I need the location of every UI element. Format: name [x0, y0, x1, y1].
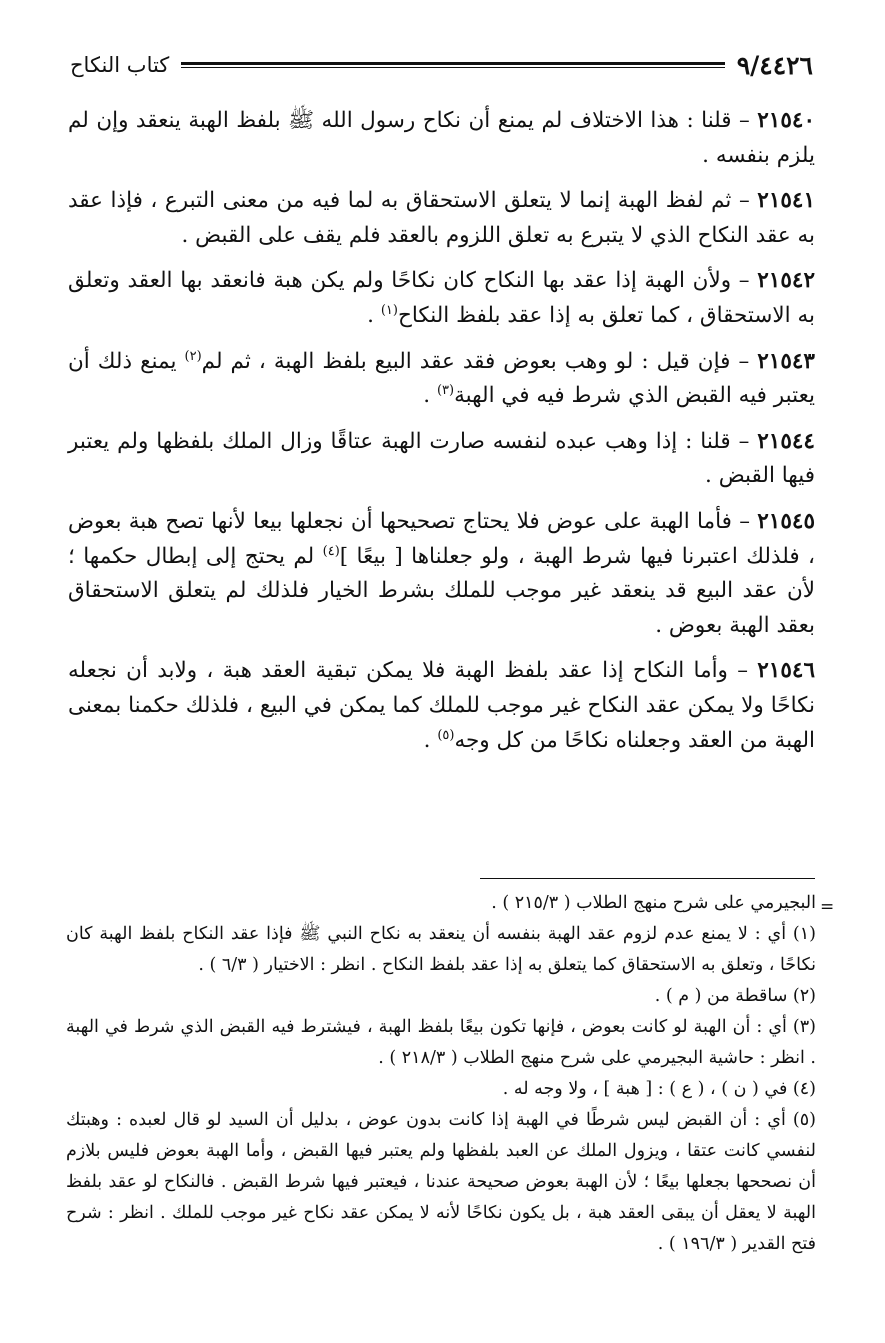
footnote: (٤) في ( ن ) ، ( ع ) : [ هبة ] ، ولا وجه له . — [502, 1079, 816, 1099]
page-number: ٩/٤٤٢٦ — [736, 50, 813, 80]
paragraph-text: لم يحتج إلى إبطال حكمها ؛ لأن عقد البيع قد ينعقد غير موجب للملك بشرط الخيار فلذلك لم يتعلق الاستحقاق بعقد الهبة بعوض . — [68, 543, 815, 638]
paragraph — [68, 345, 815, 414]
footnote-reference[interactable]: (٤) — [322, 543, 340, 559]
paragraph — [68, 505, 815, 643]
footnote-reference[interactable]: (٣) — [436, 383, 455, 398]
footnote: (٢) ساقطة من ( م ) . — [654, 986, 816, 1006]
paragraph-text: – قلنا : إذا وهب عبده لنفسه صارت الهبة عتاقًا وزال الملك بلفظها ولم يعتبر فيها القبض . — [68, 428, 815, 489]
paragraph-number: ٢١٥٤٤ — [757, 428, 815, 454]
footnote-separator — [480, 878, 815, 879]
header-rule — [181, 62, 724, 68]
paragraph-text: – قلنا : هذا الاختلاف لم يمنع أن نكاح رسول الله ﷺ بلفظ الهبة ينعقد وإن لم يلزم بنفسه . — [68, 108, 815, 168]
footnote-reference[interactable]: (٥) — [437, 727, 455, 743]
paragraph-text: – وأما النكاح إذا عقد بلفظ الهبة فلا يمكن تبقية العقد هبة ، ولابد أن نجعله نكاحًا ولا يمكن عقد النكاح غير موجب للملك كما يمكن في البيع ، فلذلك حكمنا بمعنى الهبة من العقد وجعلناه نكاحًا من كل وجه — [68, 658, 815, 753]
paragraph-number: ٢١٥٤٦ — [757, 658, 815, 684]
book-title: كتاب النكاح — [70, 53, 170, 77]
paragraph-text: – فأما الهبة على عوض فلا يحتاج تصحيحها أن نجعلها بيعا لأنها تصح هبة بعوض ، فلذلك اعتبرنا فيها شرط الهبة ، ولو جعلناها [ بيعًا ] — [68, 508, 815, 569]
paragraph — [68, 654, 815, 758]
paragraph-text: – ولأن الهبة إذا عقد بها النكاح كان نكاحًا ولم يكن هبة فانعقد بها العقد وتعلق به الاستحقاق ، كما تعلق به إذا عقد بلفظ النكاح — [68, 268, 815, 328]
main-text — [68, 104, 815, 769]
paragraph-number: ٢١٥٤٣ — [757, 348, 815, 374]
paragraph-number: ٢١٥٤١ — [757, 188, 816, 214]
footnote-reference[interactable]: (١) — [380, 302, 398, 318]
footnote: (١) أي : لا يمنع عدم لزوم عقد الهبة بنفسه أن ينعقد به نكاح النبي ﷺ فإذا عقد النكاح بلفظ الهبة كان نكاحًا ، وتعلق به الاستحقاق كما يتعلق به إذا عقد بلفظ النكاح . انظر : الاختيار ( ٦/٣ ) . — [66, 924, 816, 975]
paragraph — [68, 264, 815, 333]
footnotes — [66, 888, 816, 1260]
page-header — [70, 48, 813, 82]
paragraph-text: يمنع ذلك أن يعتبر فيه القبض الذي شرط فيه في الهبة — [68, 348, 815, 409]
paragraph-number: ٢١٥٤٢ — [757, 268, 815, 294]
paragraph-text: – ثم لفظ الهبة إنما لا يتعلق الاستحقاق به لما فيه من معنى التبرع ، فإذا عقد به عقد النكاح الذي لا يتبرع به تعلق اللزوم بالعقد فلم يقف على القبض . — [68, 188, 815, 248]
footnote: (٣) أي : أن الهبة لو كانت بعوض ، فإنها تكون بيعًا بلفظ الهبة ، فيشترط فيه القبض الذي شرط في الهبة . انظر : حاشية البجيرمي على شرح منهج الطلاب ( ٢١٨/٣ ) . — [66, 1017, 816, 1068]
paragraph-text: . — [423, 727, 438, 753]
paragraph-text: . — [367, 302, 381, 328]
paragraph-text: – فإن قيل : لو وهب بعوض فقد عقد البيع بلفظ الهبة ، ثم لم — [201, 348, 750, 374]
footnote-reference[interactable]: (٢) — [184, 348, 202, 364]
paragraph — [68, 184, 815, 253]
paragraph — [68, 104, 815, 173]
footnote: (٥) أي : أن القبض ليس شرطًا في الهبة إذا كانت بدون عوض ، بدليل أن السيد لو قال لعبده : وهبتك لنفسي كانت عتقا ، ويزول الملك عن العبد بلفظها ولم يعتبر فيها القبض ، وأما الهبة بعوض فليس بلازم أن نصححها بجعلها بيعًا ؛ لأن الهبة بعوض صحيحة عندنا ، فيعتبر فيها شرط القبض . فالنكاح لو عقد بلفظ الهبة لا يعقل أن يبقى العقد هبة ، بل يكون نكاحًا لأنه لا يمكن عقد نكاح غير موجب للملك . انظر : شرح فتح القدير ( ١٩٦/٣ ) . — [66, 1110, 816, 1254]
paragraph-number: ٢١٥٤٠ — [757, 108, 815, 133]
paragraph — [68, 425, 815, 494]
paragraph-number: ٢١٥٤٥ — [757, 508, 815, 534]
footnote: البجيرمي على شرح منهج الطلاب ( ٢١٥/٣ ) . — [491, 893, 816, 913]
paragraph-text: . — [423, 383, 437, 409]
continuation-mark: = — [820, 897, 835, 917]
